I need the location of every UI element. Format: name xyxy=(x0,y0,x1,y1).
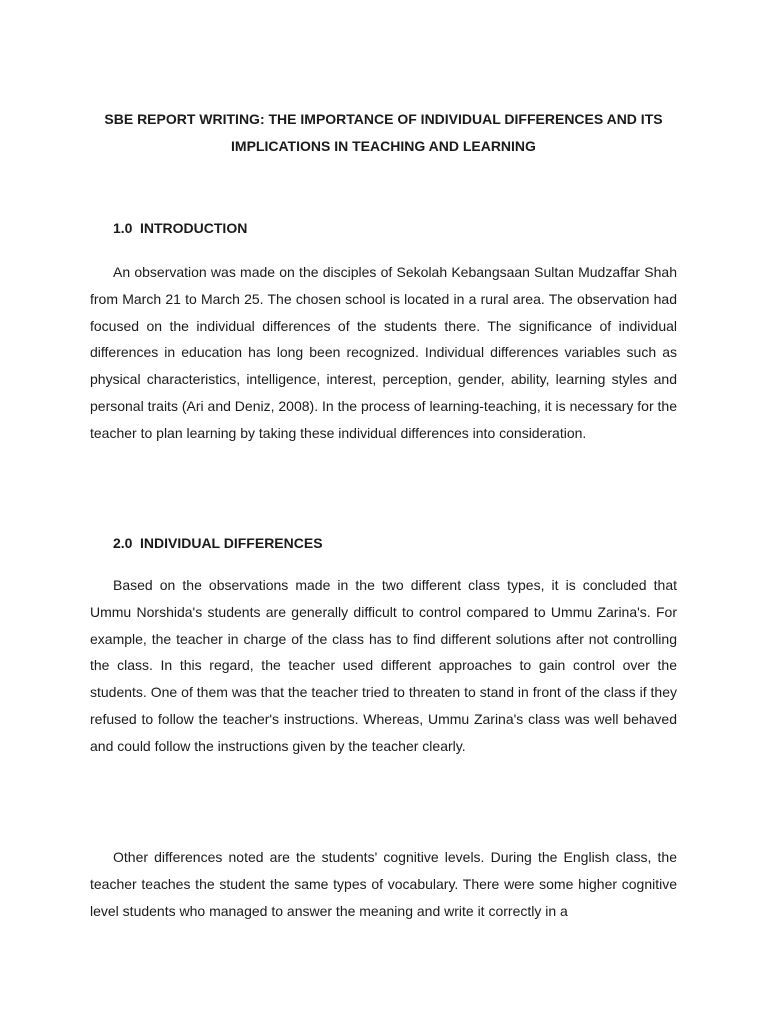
section-number: 2.0 xyxy=(113,535,133,551)
section-heading-individual-differences xyxy=(113,533,323,553)
section-title: INTRODUCTION xyxy=(140,220,248,236)
section-title: INDIVIDUAL DIFFERENCES xyxy=(140,535,323,551)
section-number: 1.0 xyxy=(113,220,133,236)
individual-differences-paragraph-1: Based on the observations made in the two different class types, it is concluded that Ummu Norshida's students are generally difficult to control compared to Ummu Zarina's. For example, the teacher in charge of the class has to find different solutions after not controlling the class. In this regard, the teacher used different approaches to gain control over the students. One of them was that the teacher tried to threaten to stand in front of the class if they refused to follow the teacher's instructions. Whereas, Ummu Zarina's class was well behaved and could follow the instructions given by the teacher clearly. xyxy=(90,577,677,754)
individual-differences-paragraph-2: Other differences noted are the students' cognitive levels. During the English class, the teacher teaches the student the same types of vocabulary. There were some higher cognitive level students who managed to answer the meaning and write it correctly in a xyxy=(90,849,677,919)
document-title: SBE REPORT WRITING: THE IMPORTANCE OF INDIVIDUAL DIFFERENCES AND ITS IMPLICATIONS IN TEACHING AND LEARNING xyxy=(104,111,663,154)
introduction-paragraph: An observation was made on the disciples of Sekolah Kebangsaan Sultan Mudzaffar Shah from March 21 to March 25. The chosen school is located in a rural area. The observation had focused on the individual differences of the students there. The significance of individual differences in education has long been recognized. Individual differences variables such as physical characteristics, intelligence, interest, perception, gender, ability, learning styles and personal traits (Ari and Deniz, 2008). In the process of learning-teaching, it is necessary for the teacher to plan learning by taking these individual differences into consideration. xyxy=(90,264,677,441)
section-heading-introduction xyxy=(113,218,247,238)
